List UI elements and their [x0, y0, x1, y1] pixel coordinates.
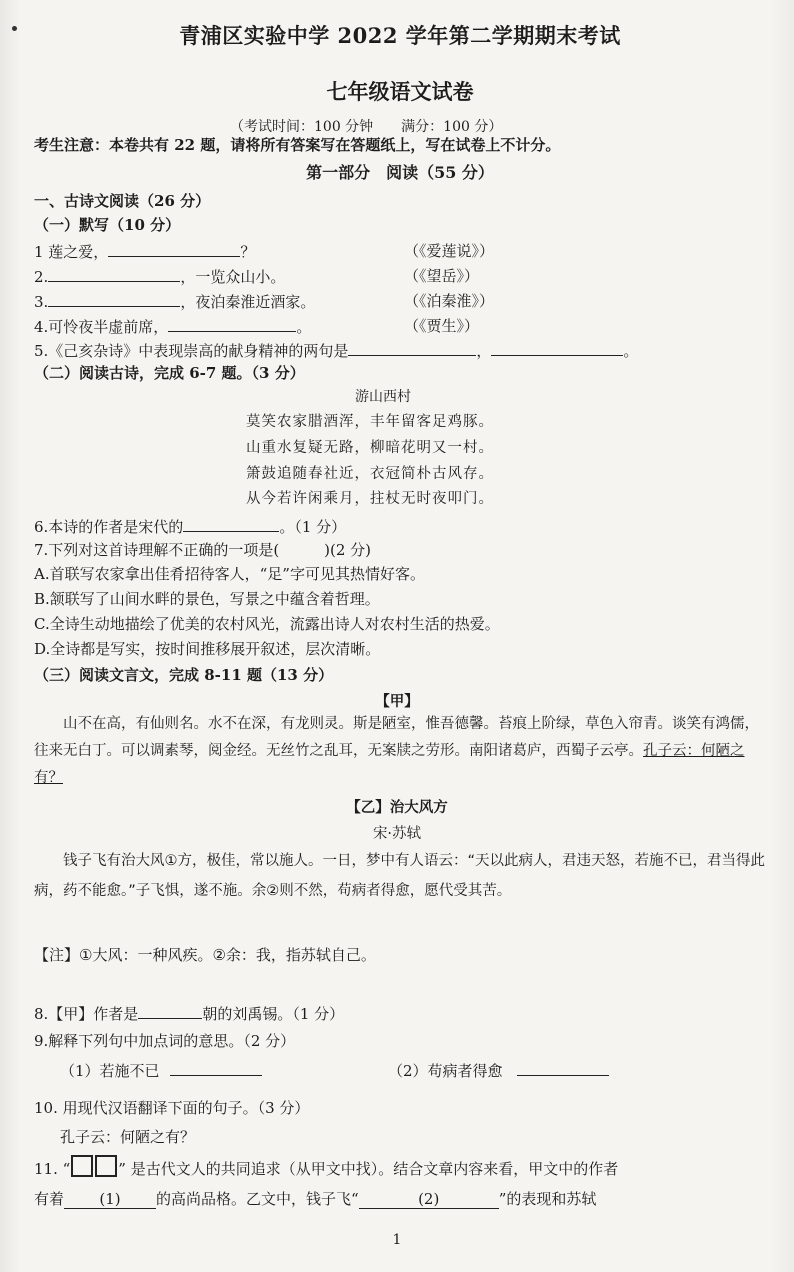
question-5: 5.《己亥杂诗》中表现崇高的献身精神的两句是 ， 。 — [34, 339, 766, 361]
passage-jia: 山不在高，有仙则名。水不在深，有龙则灵。斯是陋室，惟吾德馨。苔痕上阶绿，草色入帘青。谈笑有鸿儒，往来无白丁。可以调素琴，阅金经。无丝竹之乱耳，无案牍之劳形。南阳诸葛庐，西蜀子云亭。孔子云：何陋之有？ — [34, 716, 759, 786]
punch-mark — [12, 26, 17, 31]
question-9: 9.解释下列句中加点词的意思。（2 分） — [34, 1032, 296, 1050]
passage-jia-label: 【甲】 — [375, 693, 419, 710]
source-label: （《望岳》） — [404, 267, 480, 285]
answer-blank — [168, 315, 296, 332]
answer-blank — [517, 1059, 609, 1076]
question-10-sentence: 孔子云：何陋之有？ — [60, 1128, 196, 1146]
subsection-poem: （二）阅读古诗，完成 6-7 题。（3 分） — [34, 364, 305, 382]
question-11-line-2: 有着 (1) 的高尚品格。乙文中，钱子飞“ (2) ”的表现和苏轼 — [34, 1190, 597, 1208]
passage-yi-label: 【乙】治大风方 — [346, 799, 448, 816]
part-title: 第一部分 阅读（55 分） — [306, 163, 494, 182]
question-9-item-2: （2）苟病者得愈 — [388, 1059, 766, 1081]
poem-line: 莫笑农家腊酒浑，丰年留客足鸡豚。 — [246, 414, 494, 430]
question-6: 6.本诗的作者是宋代的 。（1 分） — [34, 515, 766, 537]
poem-line: 箫鼓追随春社近，衣冠简朴古风存。 — [246, 466, 494, 482]
option-b: B.颔联写了山间水畔的景色，写景之中蕴含着哲理。 — [34, 590, 380, 608]
exam-title: 青浦区实验中学 2022 学年第二学期期末考试 — [179, 23, 621, 48]
question-1: 1 莲之爱， ？ （《爱莲说》） — [34, 242, 495, 261]
underlined-sentence: 孔子云：何陋之有？ — [34, 743, 745, 786]
option-d: D.全诗都是写实，按时间推移展开叙述，层次清晰。 — [34, 640, 381, 658]
answer-blank — [183, 515, 279, 532]
page-number: 1 — [392, 1232, 402, 1248]
answer-blank — [348, 339, 476, 356]
poem-line: 山重水复疑无路，柳暗花明又一村。 — [246, 440, 494, 456]
exam-notice: 考生注意：本卷共有 22 题，请将所有答案写在答题纸上，写在试卷上不计分。 — [34, 136, 561, 154]
exam-info: （考试时间：100 分钟 满分：100 分） — [230, 119, 503, 135]
question-10: 10. 用现代汉语翻译下面的句子。（3 分） — [34, 1099, 310, 1117]
answer-blank: (1) — [64, 1190, 156, 1209]
question-3: 3. ，夜泊秦淮近酒家。 （《泊秦淮》） — [34, 292, 495, 311]
option-c: C.全诗生动地描绘了优美的农村风光，流露出诗人对农村生活的热爱。 — [34, 615, 500, 633]
passage-note: 【注】①大风：一种风疾。②余：我，指苏轼自己。 — [34, 946, 376, 964]
source-label: （《贾生》） — [404, 317, 480, 335]
option-a: A.首联写农家拿出佳肴招待客人，“足”字可见其热情好客。 — [34, 565, 425, 583]
paper-subtitle: 七年级语文试卷 — [326, 79, 474, 104]
answer-blank: (2) — [359, 1190, 499, 1209]
source-label: （《爱莲说》） — [404, 242, 495, 260]
subsection-dictation: （一）默写（10 分） — [34, 216, 181, 234]
answer-box — [95, 1155, 117, 1177]
answer-blank — [48, 265, 180, 282]
question-7: 7.下列对这首诗理解不正确的一项是( )(2 分) — [34, 541, 372, 559]
subsection-classical: （三）阅读文言文，完成 8-11 题（13 分） — [34, 666, 334, 684]
source-label: （《泊秦淮》） — [404, 292, 495, 310]
answer-blank — [138, 1002, 202, 1019]
passage-yi-author: 宋·苏轼 — [372, 826, 422, 842]
question-8: 8.【甲】作者是 朝的刘禹锡。（1 分） — [34, 1002, 766, 1024]
answer-blank — [491, 339, 623, 356]
section-heading: 一、古诗文阅读（26 分） — [34, 192, 211, 210]
answer-blank — [170, 1059, 262, 1076]
poem-line: 从今若许闲乘月，拄杖无时夜叩门。 — [246, 491, 494, 507]
answer-blank — [48, 290, 180, 307]
answer-box — [71, 1155, 93, 1177]
question-2: 2. ，一览众山小。 （《望岳》） — [34, 267, 480, 286]
poem-title: 游山西村 — [355, 389, 411, 405]
question-4: 4.可怜夜半虚前席， 。 （《贾生》） — [34, 317, 480, 336]
passage-yi: 钱子飞有治大风①方，极佳，常以施人。一日，梦中有人语云：“天以此病人，君违天怒，若施不已，君当得此病，药不能愈。”子飞惧，遂不施。余②则不然，苟病者得愈，愿代受其苦。 — [34, 853, 766, 899]
answer-blank — [108, 240, 240, 257]
question-9-item-1: （1）若施不已 — [60, 1059, 766, 1081]
question-11: 11. “ ” 是古代文人的共同追求（从甲文中找）。结合文章内容来看，甲文中的作者 — [34, 1155, 766, 1179]
